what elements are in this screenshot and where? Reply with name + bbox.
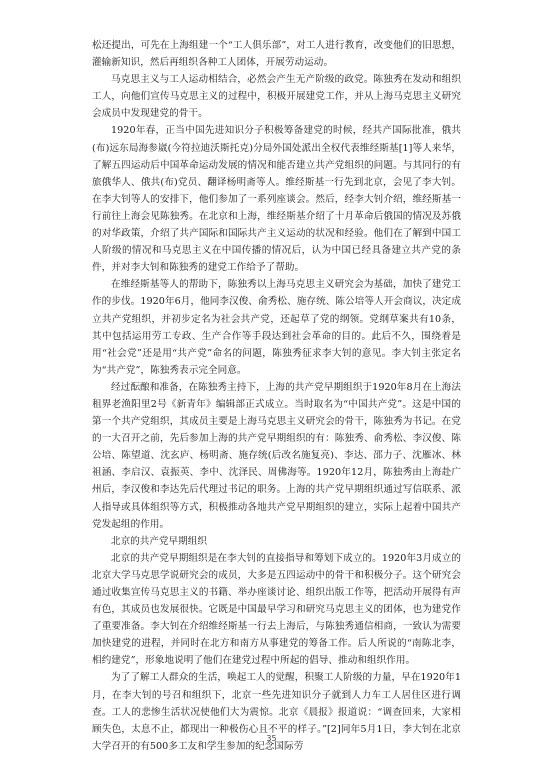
paragraph: 1920年春，正当中国先进知识分子积极筹备建党的时候，经共产国际批准，俄共(布)远东局海参崴(今符拉迪沃斯托克)分局外国处派出全权代表维经斯基[1]等人来华，了解五四运动后中国革命运动发展的情况和能否建立共产党组织的问题。与其同行的有旅俄华人、俄共(布)党员、翻译杨明斋等人。维经斯基一行先到北京，会见了李大钊。在李大钊等人的安排下，他们参加了一系列座谈会。然后，经李大钊介绍，维经斯基一行前往上海会见陈独秀。在北京和上海，维经斯基介绍了十月革命后俄国的情况及苏俄的对华政策，介绍了共产国际和国际共产主义运动的状况和经验。他们在了解到中国工人阶级的情况和马克思主义在中国传播的情况后，认为中国已经具备建立共产党的条件，并对李大钊和陈独秀的建党工作给予了帮助。 [92,125,461,274]
page-body [92,37,461,755]
paragraph: 北京的共产党早期组织是在李大钊的直接指导和筹划下成立的。1920年3月成立的北京大学马克思学说研究会的成员，大多是五四运动中的骨干和积极分子。这个研究会通过收集宣传马克思主义的书籍、举办座谈讨论、组织出版工作等，把活动开展得有声有色，其成员也发展很快。它既是中国最早学习和研究马克思主义的团体，也为建党作了重要准备。李大钊在介绍维经斯基一行去上海后，与陈独秀通信相商，一致认为需要加快建党的进程，并同时在北方和南方从事建党的筹备工作。后人所说的“南陈北李，相约建党”，形象地说明了他们在建党过程中所起的倡导、推动和组织作用。 [92,552,461,667]
section-heading: 北京的共产党早期组织 [111,535,207,547]
page-number: 35 [266,734,277,743]
paragraph: 为了了解工人群众的生活，唤起工人的觉醒，积聚工人阶级的力量，早在1920年1月，在李大钊的号召和组织下，北京一些先进知识分子就到人力车工人居住区进行调查。工人的悲惨生活状况使他们大为震惊。北京《晨报》报道说：“调查回来，大家相顾失色，太息不止，都现出一种极伤心且不平的样子。”[2]同年5月1日，李大钊在北京大学召开的有500多工友和学生参加的纪念国际劳 [92,672,461,752]
paragraph: 在维经斯基等人的帮助下，陈独秀以上海马克思主义研究会为基础，加快了建党工作的步伐。1920年6月，他同李汉俊、俞秀松、施存统、陈公培等人开会商议，决定成立共产党组织，并初步定名为社会共产党，还起草了党的纲领。党纲草案共有10条，其中包括运用劳工专政、生产合作等手段达到社会革命的目的。此后不久，围绕着是用“社会党”还是用“共产党”命名的问题，陈独秀征求李大钊的意见。李大钊主张定名为“共产党”，陈独秀表示完全同意。 [92,279,461,376]
paragraph: 马克思主义与工人运动相结合，必然会产生无产阶级的政党。陈独秀在发动和组织工人，向他们宣传马克思主义的过程中，积极开展建党工作，并从上海马克思主义研究会成员中发现建党的骨干。 [92,74,461,120]
paragraph: 松还提出，可先在上海组建一个“工人俱乐部”，对工人进行教育，改变他们的旧思想，灌输新知识，然后再组织各种工人团体，开展劳动运动。 [92,40,461,69]
paragraph: 经过酝酿和准备，在陈独秀主持下，上海的共产党早期组织于1920年8月在上海法租界老渔阳里2号《新青年》编辑部正式成立。当时取名为“中国共产党”。这是中国的第一个共产党组织，其成员主要是上海马克思主义研究会的骨干，陈独秀为书记。在党的一大召开之前，先后参加上海的共产党早期组织的有：陈独秀、俞秀松、李汉俊、陈公培、陈望道、沈玄庐、杨明斋、施存统(后改名施复亮)、李达、邵力子、沈雁冰、林祖涵、李启汉、袁振英、李中、沈泽民、周佛海等。1920年12月，陈独秀由上海赴广州后，李汉俊和李达先后代理过书记的职务。上海的共产党早期组织通过写信联系、派人指导或具体组织等方式，积极推动各地共产党早期组织的建立，实际上起着中国共产党发起组的作用。 [92,381,461,530]
